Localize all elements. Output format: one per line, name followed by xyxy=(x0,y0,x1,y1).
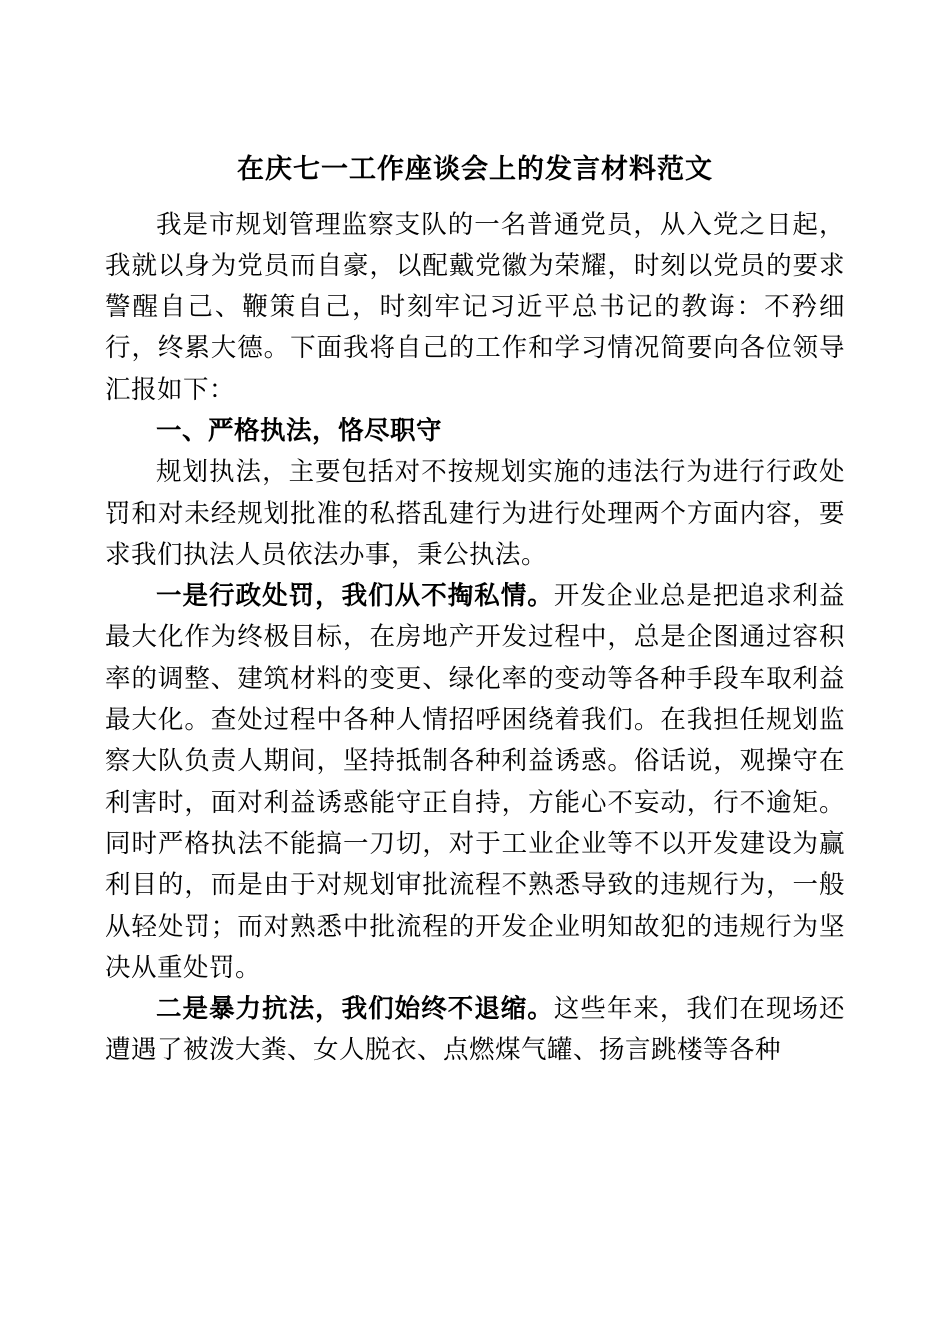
paragraph-intro: 我是市规划管理监察支队的一名普通党员，从入党之日起，我就以身为党员而自豪，以配戴党徽为荣耀，时刻以党员的要求警醒自己、鞭策自己，时刻牢记习近平总书记的教诲：不矜细行，终累大德。下面我将自己的工作和学习情况简要向各位领导汇报如下： xyxy=(105,209,845,405)
point-two-lead: 二是暴力抗法，我们始终不退缩。 xyxy=(156,994,554,1025)
page-title: 在庆七一工作座谈会上的发言材料范文 xyxy=(237,154,713,185)
paragraph-point-one xyxy=(105,576,845,989)
paragraph-enforcement-overview: 规划执法，主要包括对不按规划实施的违法行为进行行政处罚和对未经规划批准的私搭乱建行为进行处理两个方面内容，要求我们执法人员依法办事，秉公执法。 xyxy=(105,457,845,570)
paragraph-point-two xyxy=(105,989,845,1072)
point-one-body: 开发企业总是把追求利益最大化作为终极目标，在房地产开发过程中，总是企图通过容积率的调整、建筑材料的变更、绿化率的变动等各种手段车取利益最大化。查处过程中各种人情招呼困绕着我们。在我担任规划监察大队负责人期间，坚持抵制各种利益诱惑。俗话说，观操守在利害时，面对利益诱惑能守正自持，方能心不妄动，行不逾矩。同时严格执法不能搞一刀切，对于工业企业等不以开发建设为赢利目的，而是由于对规划审批流程不熟悉导致的违规行为，一般从轻处罚；而对熟悉中批流程的开发企业明知故犯的违规行为坚决从重处罚。 xyxy=(105,581,845,983)
point-two-body: 这些年来，我们在现场还遭遇了被泼大粪、女人脱衣、点燃煤气罐、扬言跳楼等各种 xyxy=(105,994,845,1066)
point-one-lead: 一是行政处罚，我们从不掏私情。 xyxy=(156,581,554,612)
section-heading-1: 一、严格执法，恪尽职守 xyxy=(156,415,443,446)
